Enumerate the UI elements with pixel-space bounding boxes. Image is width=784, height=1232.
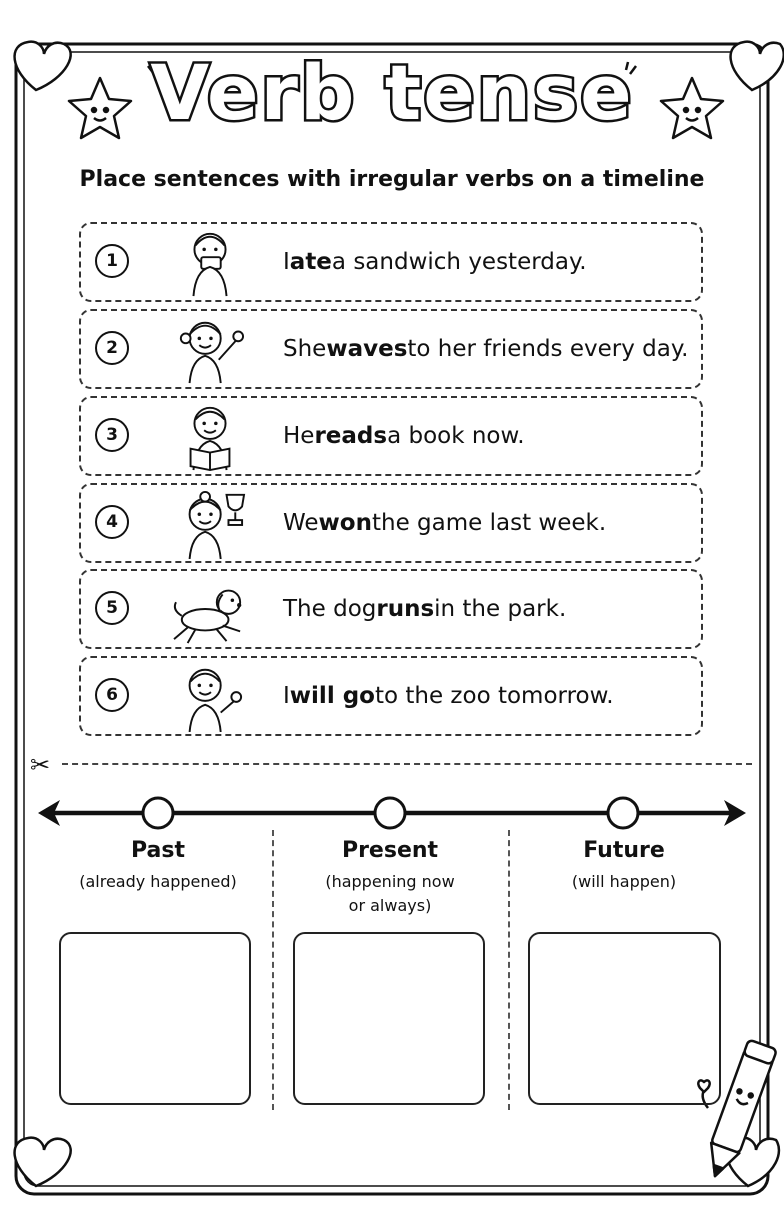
scissors-icon: ✂	[30, 751, 51, 779]
sentence-text	[283, 311, 688, 387]
sentence-text	[283, 398, 525, 474]
timeline	[0, 790, 784, 830]
past-heading: Past	[131, 838, 185, 863]
page-title: Verb tense	[150, 48, 634, 137]
sentence-number: 6	[95, 678, 129, 712]
sentence-text-start: I	[283, 249, 290, 275]
past-note: (already happened)	[79, 872, 237, 891]
sentence-card[interactable]	[79, 309, 703, 389]
sentence-number: 4	[95, 505, 129, 539]
sentence-verb: waves	[326, 336, 408, 362]
sentence-text-start: He	[283, 423, 315, 449]
boy-eating-sandwich-icon	[165, 228, 255, 298]
sentence-card[interactable]	[79, 569, 703, 649]
sentence-verb: runs	[376, 596, 435, 622]
title-area	[0, 48, 784, 137]
sentence-text-end: to her friends every day.	[407, 336, 689, 362]
sentence-card[interactable]	[79, 222, 703, 302]
sentence-number: 1	[95, 244, 129, 278]
column-divider	[508, 830, 510, 1110]
past-drop-box[interactable]	[59, 932, 251, 1105]
present-note-line1: (happening now	[325, 872, 455, 891]
present-drop-box[interactable]	[293, 932, 485, 1105]
future-heading: Future	[583, 838, 665, 863]
sentence-text-end: a sandwich yesterday.	[331, 249, 587, 275]
sentence-text-end: in the park.	[434, 596, 567, 622]
sentence-text-start: The dog	[283, 596, 377, 622]
sentence-text-start: She	[283, 336, 327, 362]
cut-line	[62, 763, 752, 765]
present-note-line2: or always)	[348, 896, 432, 915]
column-divider	[272, 830, 274, 1110]
sentence-text-end: a book now.	[387, 423, 525, 449]
sentence-text-start: I	[283, 683, 290, 709]
timeline-marker-past	[143, 798, 173, 828]
heart-icon	[15, 1138, 71, 1186]
sentence-card[interactable]	[79, 656, 703, 736]
sentence-text	[283, 485, 606, 561]
sentence-number: 3	[95, 418, 129, 452]
sentence-text	[283, 658, 614, 734]
sentence-text-end: to the zoo tomorrow.	[374, 683, 614, 709]
sentence-verb: will go	[289, 683, 375, 709]
running-dog-icon	[165, 575, 255, 645]
sentence-number: 2	[95, 331, 129, 365]
girl-holding-trophy-icon	[165, 489, 255, 559]
page-subtitle: Place sentences with irregular verbs on a timeline	[79, 167, 705, 192]
timeline-marker-future	[608, 798, 638, 828]
sentence-verb: reads	[314, 423, 388, 449]
sentence-text	[283, 571, 566, 647]
timeline-marker-present	[375, 798, 405, 828]
sentence-text-end: the game last week.	[371, 510, 607, 536]
girl-waving-icon	[165, 315, 255, 385]
future-drop-box[interactable]	[528, 932, 721, 1105]
sentence-verb: won	[318, 510, 372, 536]
sentence-text	[283, 224, 587, 300]
sentence-number: 5	[95, 591, 129, 625]
sentence-text-start: We	[283, 510, 319, 536]
sentence-card[interactable]	[79, 483, 703, 563]
future-note: (will happen)	[571, 872, 677, 891]
boy-reading-book-icon	[165, 402, 255, 472]
present-heading: Present	[341, 838, 439, 863]
sentence-verb: ate	[289, 249, 332, 275]
sentence-card[interactable]	[79, 396, 703, 476]
boy-waving-icon	[165, 662, 255, 732]
